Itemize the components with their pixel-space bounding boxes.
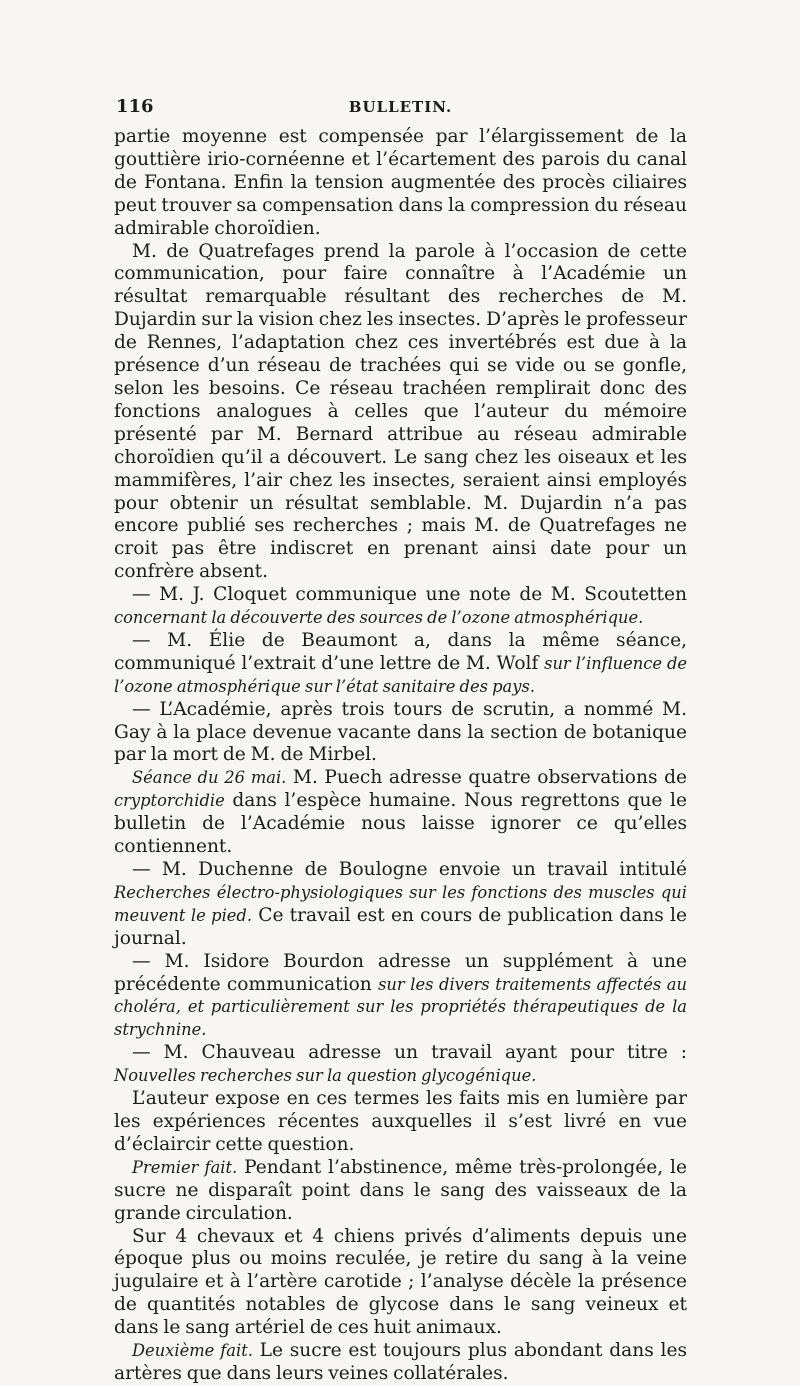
- italic-text: sur les divers traitements affectés au choléra, et particulièrement sur les propriétés thérapeutiques de la strychnine.: [114, 974, 687, 1040]
- page-number: 116: [116, 96, 154, 117]
- italic-text: sur l’influence de l’ozone atmosphérique sur l’état sanitaire des pays.: [114, 653, 688, 696]
- text-segment: M. Puech adresse quatre observations de: [286, 767, 687, 789]
- italic-text: cryptorchidie: [114, 791, 225, 811]
- paragraph: [114, 241, 687, 585]
- paragraph: [114, 699, 687, 768]
- page-header: [116, 96, 685, 120]
- running-title: BULLETIN.: [348, 98, 453, 116]
- text-segment: — M. J. Cloquet communique une note de M. Scoutetten: [132, 584, 687, 606]
- paragraph: [114, 584, 687, 630]
- text-segment: Sur 4 chevaux et 4 chiens privés d’aliments depuis une époque plus ou moins reculée, je retire du sang à la veine jugulaire et à l’artère carotide ; l’analyse décèle la présence de quantités notables de glycose dans le sang veineux et dans le sang artériel de ces huit animaux.: [114, 1225, 687, 1339]
- text-segment: partie moyenne est compensée par l’élargissement de la gouttière irio-cornéenne et l’écartement des parois du canal de Fontana. Enfin la tension augmentée des procès ciliaires peut trouver sa compensation dans la compression du réseau admirable choroïdien.: [114, 126, 687, 239]
- text-segment: dans l’espèce humaine. Nous regrettons que le bulletin de l’Académie nous laisse ignorer ce qu’elles contiennent.: [114, 790, 687, 858]
- paragraph: [114, 767, 687, 859]
- text-segment: Pendant l’abstinence, même très-prolongée, le sucre ne disparaît point dans le sang des vaisseaux de la grande circulation.: [114, 1156, 687, 1224]
- italic-text: Nouvelles recherches sur la question glycogénique.: [114, 1066, 537, 1086]
- italic-text: concernant la découverte des sources de l’ozone atmosphérique.: [114, 608, 644, 628]
- text-segment: — M. Chauveau adresse un travail ayant pour titre :: [132, 1042, 687, 1064]
- text-segment: — L’Académie, après trois tours de scrutin, a nommé M. Gay à la place devenue vacante dans la section de botanique par la mort de M. de Mirbel.: [114, 698, 687, 766]
- paragraph: [114, 1088, 687, 1157]
- italic-text: Recherches électro-physiologiques sur les fonctions des muscles qui meuvent le pied.: [114, 882, 687, 925]
- text-segment: Le sucre est toujours plus abondant dans les artères que dans leurs veines collatérales.: [114, 1340, 687, 1384]
- text-segment: L’auteur expose en ces termes les faits mis en lumière par les expériences récentes auxquelles il s’est livré en vue d’éclaircir cette question.: [114, 1088, 687, 1155]
- paragraph: [114, 126, 687, 241]
- paragraph: [114, 1226, 687, 1341]
- paragraph: [114, 1042, 687, 1088]
- paragraph: [114, 859, 687, 951]
- italic-text: Séance du 26 mai.: [132, 768, 287, 788]
- text-segment: M. de Quatrefages prend la parole à l’occasion de cette communication, pour faire connaître à l’Académie un résultat remarquable résultant des recherches de M. Dujardin sur la vision chez les insectes. D’après le professeur de Rennes, l’adaptation chez ces invertébrés est due à la présence d’un réseau de trachées qui se vide ou se gonfle, selon les besoins. Ce réseau trachéen remplirait donc des fonctions analogues à celles que l’auteur du mémoire présenté par M. Bernard attribue au réseau admirable choroïdien qu’il a découvert. Le sang chez les oiseaux et les mammifères, l’air chez les insectes, seraient ainsi employés pour obtenir un résultat semblable. M. Dujardin n’a pas encore publié ses recherches ; mais M. de Quatrefages ne croit pas être indiscret en prenant ainsi date pour un confrère absent.: [114, 240, 687, 583]
- text-segment: — M. Duchenne de Boulogne envoie un travail intitulé: [132, 859, 687, 880]
- paragraph: [114, 1157, 687, 1226]
- body-text: [114, 126, 687, 1386]
- paragraph: [114, 951, 687, 1043]
- paragraph: [114, 630, 687, 699]
- italic-text: Deuxième fait.: [132, 1341, 253, 1361]
- italic-text: Premier fait.: [132, 1157, 238, 1177]
- text-segment: Ce travail est en cours de publication dans le journal.: [114, 904, 687, 949]
- paragraph: [114, 1340, 687, 1386]
- text-segment: — M. Isidore Bourdon adresse un supplément à une précédente communication: [114, 950, 687, 995]
- text-segment: — M. Élie de Beaumont a, dans la même séance, communiqué l’extrait d’une lettre de M. Wolf: [114, 629, 687, 674]
